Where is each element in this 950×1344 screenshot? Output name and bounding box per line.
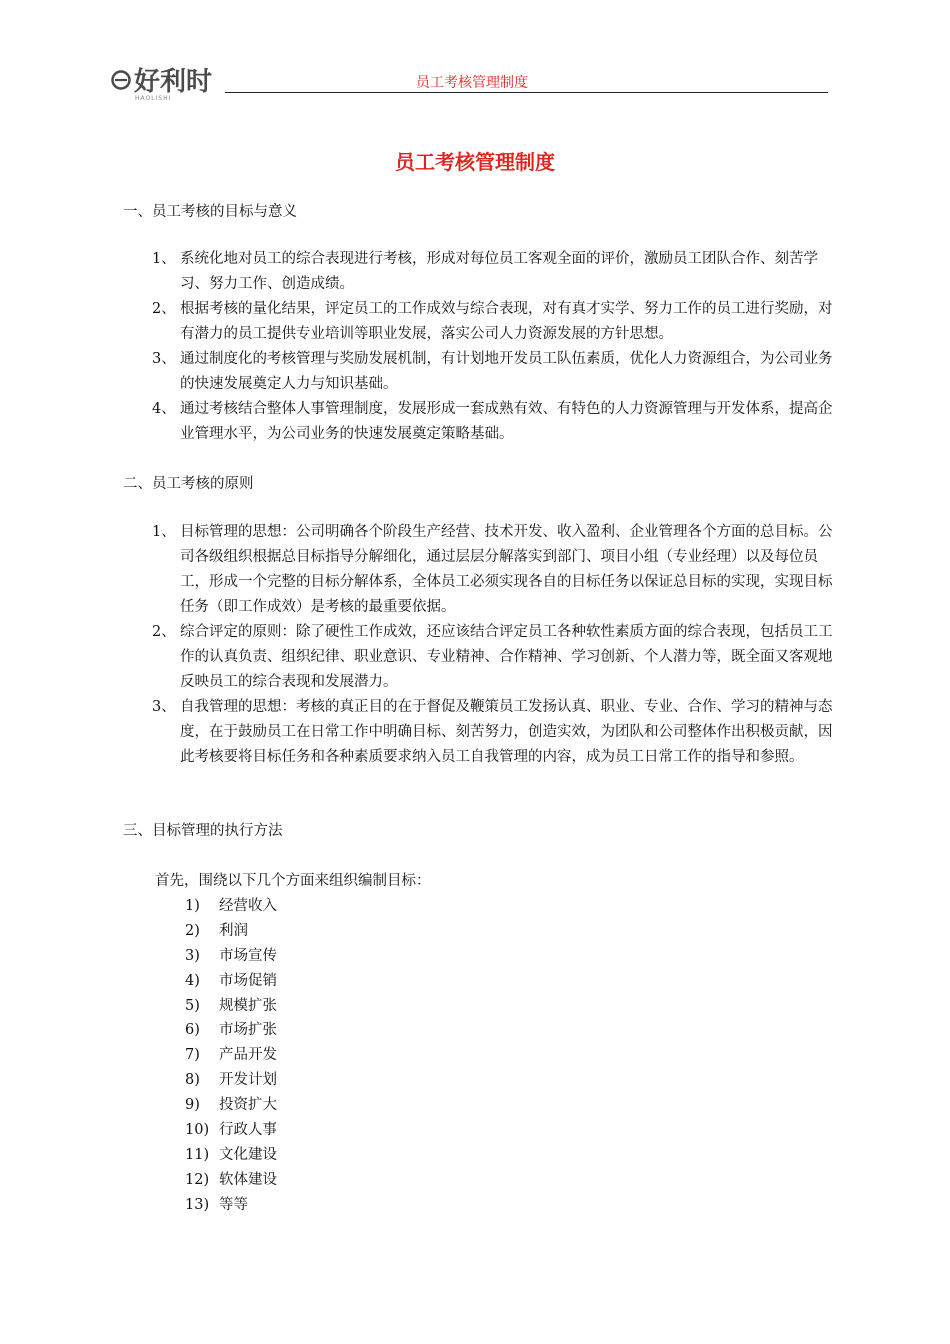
section-heading-1: 一、员工考核的目标与意义 (123, 204, 297, 220)
list-item: 3) 市场宣传 (185, 948, 277, 964)
list-item: 13) 等等 (185, 1197, 248, 1213)
section-1-item-3: 3、 通过制度化的考核管理与奖励发展机制，有计划地开发员工队伍素质，优化人力资源组合，为公司业务的快速发展奠定人力与知识基础。 (152, 351, 833, 392)
list-item: 2) 利润 (185, 923, 248, 939)
list-item: 9) 投资扩大 (185, 1097, 277, 1113)
list-item: 1) 经营收入 (185, 898, 277, 914)
header-title: 员工考核管理制度 (416, 75, 528, 91)
header-divider (225, 92, 828, 93)
section-heading-2: 二、员工考核的原则 (123, 476, 254, 492)
svg-text:好利时: 好利时 (134, 67, 213, 97)
section-1-item-2: 2、 根据考核的量化结果，评定员工的工作成效与综合表现，对有真才实学、努力工作的员工进行奖励，对有潜力的员工提供专业培训等职业发展，落实公司人力资源发展的方针思想。 (152, 301, 833, 342)
section-heading-3: 三、目标管理的执行方法 (123, 823, 283, 839)
section-2-item-1: 1、 目标管理的思想：公司明确各个阶段生产经营、技术开发、收入盈利、企业管理各个方面的总目标。公司各级组织根据总目标指导分解细化，通过层层分解落实到部门、项目小组（专业经理）以及每位员工，形成一个完整的目标分解体系，全体员工必须实现各自的目标任务以保证总目标的实现，实现目标任务（即工作成效）是考核的最重要依据。 (152, 524, 833, 615)
section-2-item-3: 3、 自我管理的思想：考核的真正目的在于督促及鞭策员工发扬认真、职业、专业、合作、学习的精神与态度，在于鼓励员工在日常工作中明确目标、刻苦努力，创造实效，为团队和公司整体作出积极贡献，因此考核要将目标任务和各种素质要求纳入员工自我管理的内容，成为员工日常工作的指导和参照。 (152, 699, 833, 765)
list-item: 10) 行政人事 (185, 1122, 277, 1138)
section-1-item-1: 1、 系统化地对员工的综合表现进行考核，形成对每位员工客观全面的评价，激励员工团队合作、刻苦学习、努力工作、创造成绩。 (152, 251, 818, 292)
section-1-item-4: 4、 通过考核结合整体人事管理制度，发展形成一套成熟有效、有特色的人力资源管理与开发体系，提高企业管理水平，为公司业务的快速发展奠定策略基础。 (152, 401, 833, 442)
list-item: 12) 软体建设 (185, 1172, 277, 1188)
list-item: 8) 开发计划 (185, 1072, 277, 1088)
list-item: 11) 文化建设 (185, 1147, 277, 1163)
list-item: 4) 市场促销 (185, 973, 277, 989)
page-header (110, 60, 828, 102)
document-title: 员工考核管理制度 (395, 150, 555, 174)
section-3-intro: 首先，围绕以下几个方面来组织编制目标： (155, 873, 431, 889)
list-item: 7) 产品开发 (185, 1047, 277, 1063)
section-2-item-2: 2、 综合评定的原则：除了硬性工作成效，还应该结合评定员工各种软性素质方面的综合表现，包括员工工作的认真负责、组织纪律、职业意识、专业精神、合作精神、学习创新、个人潜力等，既全面又客观地反映员工的综合表现和发展潜力。 (152, 624, 833, 690)
list-item: 6) 市场扩张 (185, 1022, 277, 1038)
svg-text:HAOLISHI: HAOLISHI (135, 95, 172, 102)
list-item: 5) 规模扩张 (185, 998, 277, 1014)
